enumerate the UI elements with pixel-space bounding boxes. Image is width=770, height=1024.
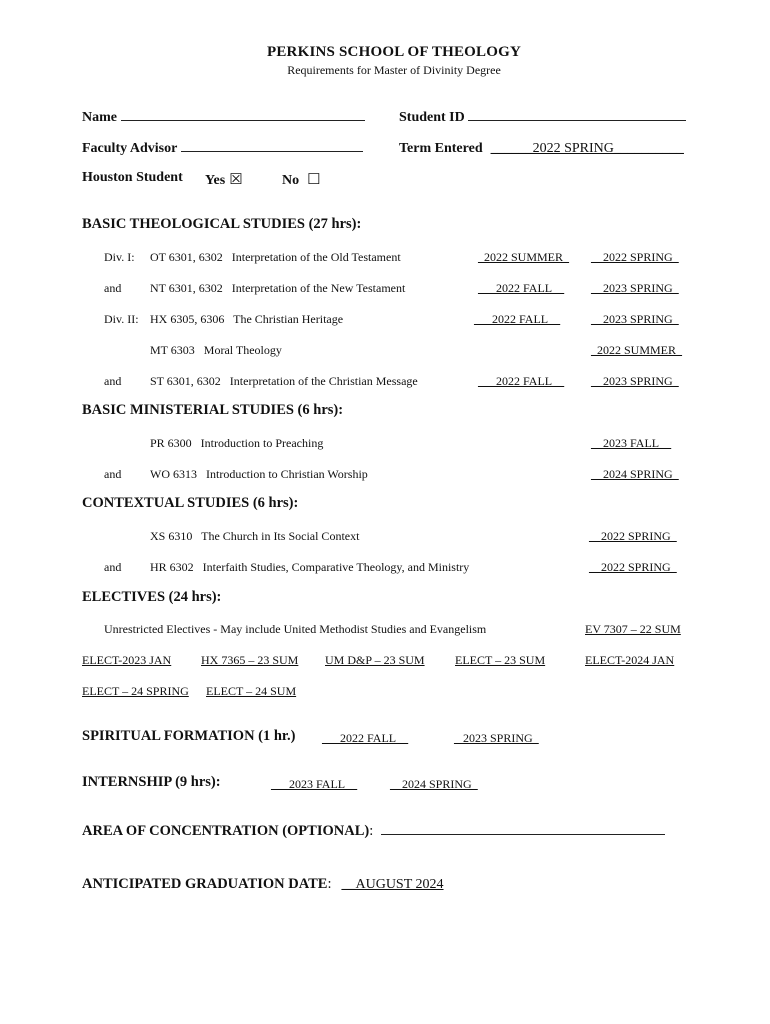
theo-row-3-prefix: Div. II: (104, 312, 139, 326)
elective-2[interactable]: HX 7365 – 23 SUM (201, 653, 299, 667)
theo-row-3-term2[interactable]: __2023 SPRING_ (591, 312, 679, 326)
student-id-line[interactable] (468, 108, 686, 121)
term-entered-field[interactable] (399, 139, 684, 157)
theo-row-5-course: ST 6301, 6302 Interpretation of the Christian Message (150, 374, 418, 388)
min-row-1-term[interactable]: __2023 FALL__ (591, 436, 672, 450)
internship-term-2[interactable]: __2024 SPRING_ (390, 777, 478, 791)
houston-student-label: Houston Student (82, 170, 183, 185)
theo-row-2-prefix: and (104, 281, 122, 295)
theo-row-4-term2[interactable]: _2022 SUMMER_ (591, 343, 683, 357)
theo-row-1-term1[interactable]: _2022 SUMMER_ (478, 250, 570, 264)
no-label: No (282, 173, 300, 188)
page-title: PERKINS SCHOOL OF THEOLOGY (266, 44, 521, 60)
internship-heading: INTERNSHIP (9 hrs): (82, 774, 221, 790)
graduation-value[interactable]: __AUGUST 2024 (341, 877, 444, 892)
electives-heading: ELECTIVES (24 hrs): (82, 589, 222, 605)
min-row-2-prefix: and (104, 467, 122, 481)
faculty-advisor-line[interactable] (181, 139, 363, 152)
ctx-row-2-course: HR 6302 Interfaith Studies, Comparative Theology, and Ministry (150, 560, 470, 574)
spiritual-term-2[interactable]: _ 2023 SPRING_ (454, 731, 539, 745)
concentration-line[interactable] (381, 822, 665, 835)
theo-row-3-term1[interactable]: ___2022 FALL__ (474, 312, 561, 326)
theo-row-5-term2[interactable]: __2023 SPRING_ (591, 374, 679, 388)
student-id-field[interactable] (399, 108, 686, 126)
elective-5[interactable]: ELECT-2024 JAN (585, 653, 675, 667)
ctx-row-1-course: XS 6310 The Church in Its Social Context (150, 529, 360, 543)
basic-ministerial-heading: BASIC MINISTERIAL STUDIES (6 hrs): (82, 402, 344, 418)
yes-label: Yes (205, 173, 226, 188)
spiritual-term-1[interactable]: ___2022 FALL__ (322, 731, 409, 745)
min-row-2-term[interactable]: __2024 SPRING_ (591, 467, 679, 481)
faculty-advisor-label: Faculty Advisor (82, 141, 178, 156)
page-subtitle: Requirements for Master of Divinity Degree (287, 63, 501, 77)
basic-theological-heading: BASIC THEOLOGICAL STUDIES (27 hrs): (82, 216, 362, 232)
theo-row-5-term1[interactable]: ___2022 FALL__ (478, 374, 565, 388)
theo-row-1-course: OT 6301, 6302 Interpretation of the Old Testament (150, 250, 401, 264)
ctx-row-2-prefix: and (104, 560, 122, 574)
theo-row-2-course: NT 6301, 6302 Interpretation of the New Testament (150, 281, 406, 295)
elective-7[interactable]: ELECT – 24 SUM (206, 684, 297, 698)
elective-1[interactable]: ELECT-2023 JAN (82, 653, 172, 667)
ctx-row-1-term[interactable]: __2022 SPRING_ (589, 529, 677, 543)
elective-6[interactable]: ELECT – 24 SPRING (82, 684, 189, 698)
term-entered-value[interactable]: ______2022 SPRING__________ (490, 141, 684, 156)
theo-row-1-term2[interactable]: __2022 SPRING_ (591, 250, 679, 264)
ctx-row-2-term[interactable]: __2022 SPRING_ (589, 560, 677, 574)
elective-4[interactable]: ELECT – 23 SUM (455, 653, 546, 667)
internship-term-1[interactable]: ___2023 FALL__ (271, 777, 358, 791)
theo-row-2-term2[interactable]: __2023 SPRING_ (591, 281, 679, 295)
graduation-field[interactable] (82, 875, 444, 893)
faculty-advisor-field[interactable] (82, 139, 363, 157)
theo-row-1-prefix: Div. I: (104, 250, 135, 264)
graduation-label: ANTICIPATED GRADUATION DATE (82, 876, 328, 892)
houston-no-option[interactable] (282, 170, 321, 189)
electives-note-term[interactable]: EV 7307 – 22 SUM (585, 622, 681, 636)
name-line[interactable] (121, 108, 365, 121)
theo-row-2-term1[interactable]: ___2022 FALL__ (478, 281, 565, 295)
elective-3[interactable]: UM D&P – 23 SUM (325, 653, 425, 667)
electives-note: Unrestricted Electives - May include United Methodist Studies and Evangelism (104, 622, 487, 636)
yes-checkbox-icon[interactable]: ☒ (229, 172, 243, 188)
min-row-2-course: WO 6313 Introduction to Christian Worship (150, 467, 368, 481)
min-row-1-course: PR 6300 Introduction to Preaching (150, 436, 324, 450)
theo-row-4-course: MT 6303 Moral Theology (150, 343, 282, 357)
concentration-field[interactable] (82, 822, 665, 840)
term-entered-label: Term Entered (399, 141, 483, 156)
student-id-label: Student ID (399, 110, 465, 125)
contextual-heading: CONTEXTUAL STUDIES (6 hrs): (82, 495, 299, 511)
graduation-colon: : (327, 876, 332, 892)
spiritual-formation-heading: SPIRITUAL FORMATION (1 hr.) (82, 728, 296, 744)
concentration-label: AREA OF CONCENTRATION (OPTIONAL) (82, 823, 370, 839)
name-field[interactable] (82, 108, 365, 126)
theo-row-3-course: HX 6305, 6306 The Christian Heritage (150, 312, 344, 326)
houston-yes-option[interactable] (205, 170, 243, 189)
theo-row-5-prefix: and (104, 374, 122, 388)
concentration-colon: : (369, 823, 374, 839)
name-label: Name (82, 110, 117, 125)
no-checkbox-icon[interactable]: ☐ (307, 172, 321, 188)
